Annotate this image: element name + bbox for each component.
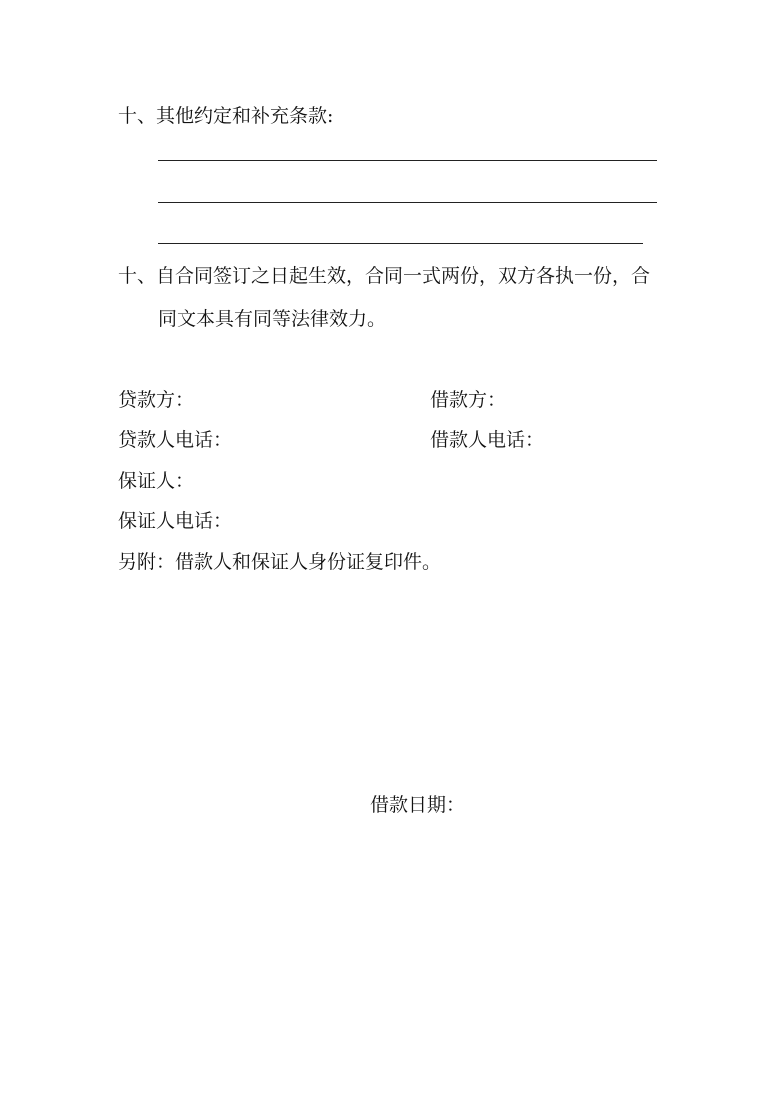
lender-phone-label: 贷款人电话： [118,429,233,451]
borrower-label: 借款方： [430,389,507,411]
loan-date-label: 借款日期： [370,794,466,816]
attachment-note: 另附：借款人和保证人身份证复印件。 [118,551,442,573]
fill-in-line-1 [158,160,657,161]
guarantor-label: 保证人： [118,470,195,492]
fill-in-line-2 [158,202,657,203]
borrower-phone-label: 借款人电话： [430,429,545,451]
fill-in-line-3 [158,243,643,244]
clause-effect-line-2: 同文本具有同等法律效力。 [158,308,387,330]
clause-other-heading: 十、其他约定和补充条款: [118,105,334,127]
clause-effect-line-1: 十、自合同签订之日起生效，合同一式两份，双方各执一份，合 [118,265,651,287]
guarantor-phone-label: 保证人电话： [118,510,233,532]
lender-label: 贷款方： [118,389,195,411]
